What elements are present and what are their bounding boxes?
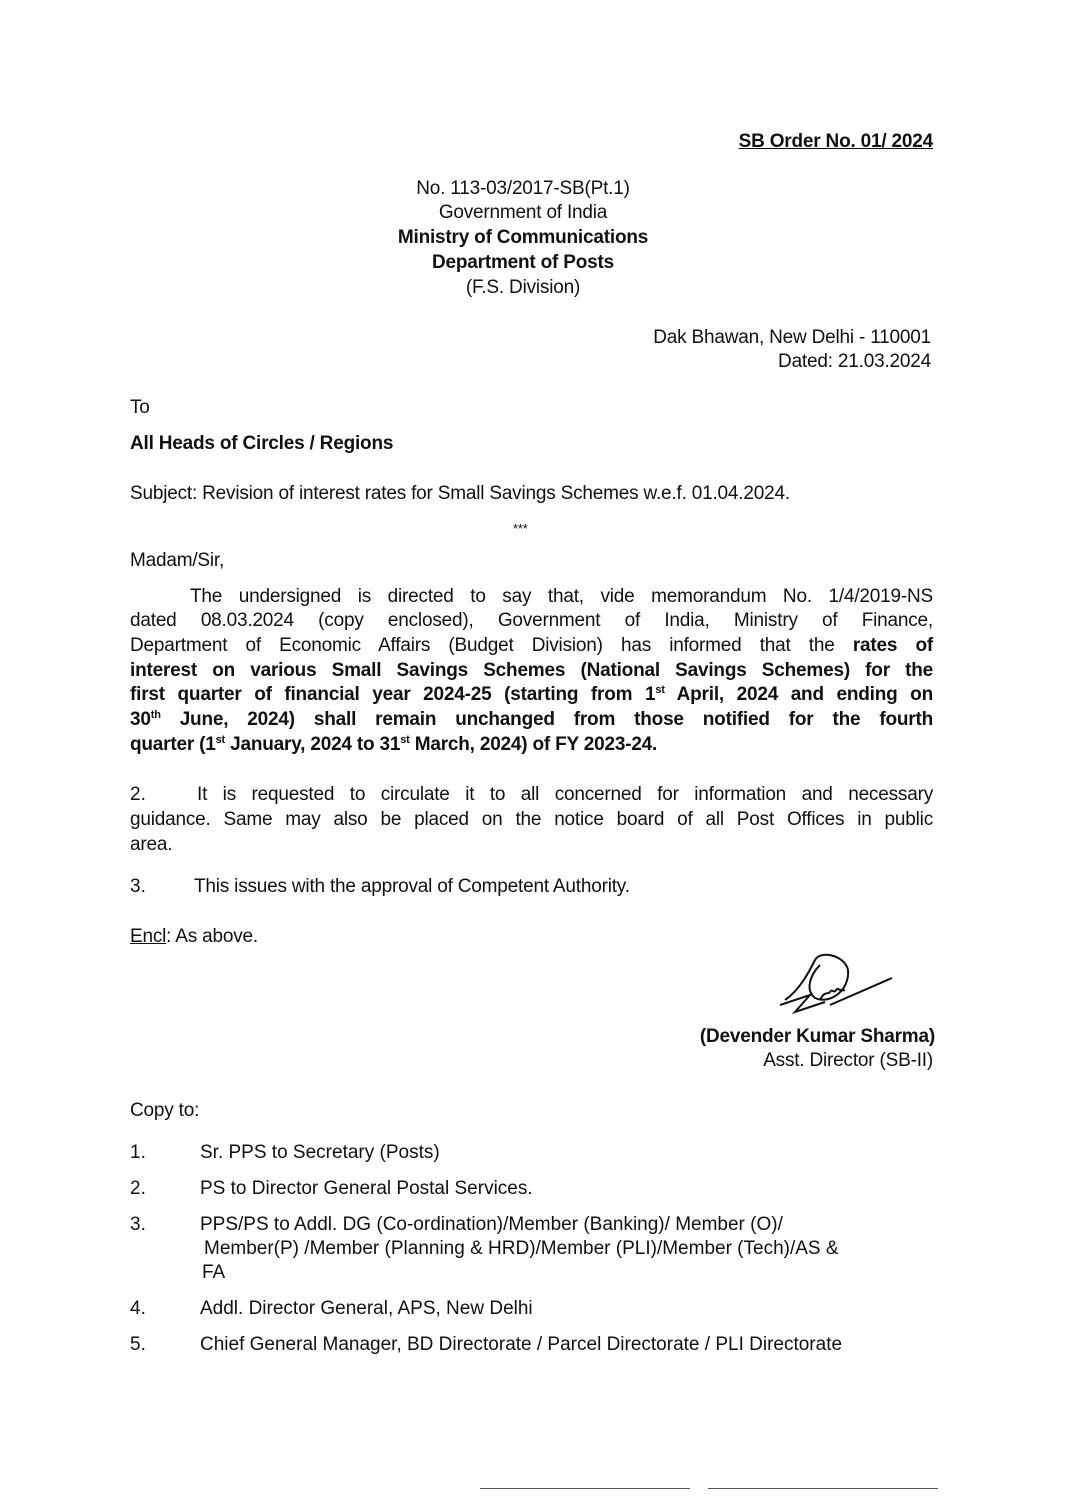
paragraph-3: This issues with the approval of Competent Authority. [194,876,630,897]
para-number: 2. [130,784,146,805]
text: quarter (1 [130,734,216,755]
para-number: 3. [130,876,146,897]
para2-line: area. [130,834,173,855]
signature [770,950,900,1025]
list-item: Addl. Director General, APS, New Delhi [200,1298,533,1319]
address-line: Dak Bhawan, New Delhi - 110001 [653,327,931,348]
to-label: To [130,397,150,418]
list-number: 2. [130,1178,146,1199]
para1-line [130,684,933,706]
list-item: Chief General Manager, BD Directorate / Parcel Directorate / PLI Directorate [200,1334,843,1355]
ministry-line: Ministry of Communications [397,227,649,248]
division-line: (F.S. Division) [465,277,581,298]
department-line: Department of Posts [431,252,614,273]
salutation: Madam/Sir, [130,550,225,571]
file-number: No. 113-03/2017-SB(Pt.1) [416,178,630,199]
para1-line [130,709,933,731]
sup: st [400,734,410,746]
para1-line [130,734,657,756]
encl-text: : As above. [166,926,258,947]
list-item: PPS/PS to Addl. DG (Co-ordination)/Member (Banking)/ Member (O)/ [200,1214,783,1235]
footer-rule [708,1488,938,1489]
copy-to-label: Copy to: [130,1100,200,1121]
signatory-name: (Devender Kumar Sharma) [699,1026,935,1047]
para1-line [130,635,933,657]
separator: *** [513,521,528,536]
para2-line: guidance. Same may also be placed on the notice board of all Post Offices in public [130,809,933,830]
order-number: SB Order No. 01/ 2024 [738,131,933,152]
text: first quarter of financial year 2024-25 (starting from 1 [130,684,656,705]
footer-rule [480,1488,690,1489]
sup: th [150,709,161,721]
sup: st [655,684,665,696]
addressee: All Heads of Circles / Regions [130,433,394,454]
para2-line: It is requested to circulate it to all concerned for information and necessary [197,784,933,805]
encl-label: Encl [130,926,167,947]
subject-line: Subject: Revision of interest rates for Small Savings Schemes w.e.f. 01.04.2024. [130,483,790,504]
govt-line: Government of India [438,202,608,223]
list-item: Sr. PPS to Secretary (Posts) [200,1142,440,1163]
text: 30 [130,709,151,730]
sup: st [215,734,226,746]
para1-line: dated 08.03.2024 (copy enclosed), Government of India, Ministry of Finance, [130,610,933,631]
list-number: 3. [130,1214,146,1235]
enclosure-line [130,926,258,948]
list-item: PS to Director General Postal Services. [200,1178,533,1199]
text: April, 2024 and ending on [664,684,933,705]
para1-line: The undersigned is directed to say that, vide memorandum No. 1/4/2019-NS [190,586,933,607]
bold-text: rates of [852,635,933,656]
text: June, 2024) shall remain unchanged from those notified for the fourth [160,709,933,730]
text: March, 2024) of FY 2023-24. [409,734,658,755]
list-item: Member(P) /Member (Planning & HRD)/Member (PLI)/Member (Tech)/AS & [204,1238,839,1259]
signatory-designation: Asst. Director (SB-II) [763,1050,933,1071]
text: Department of Economic Affairs (Budget Division) has informed that the [130,635,835,656]
text: January, 2024 to 31 [225,734,401,755]
list-number: 1. [130,1142,146,1163]
list-number: 4. [130,1298,146,1319]
date-line: Dated: 21.03.2024 [778,351,931,372]
list-item: FA [202,1262,226,1283]
para1-line: interest on various Small Savings Schemes (National Savings Schemes) for the [130,660,933,681]
list-number: 5. [130,1334,146,1355]
